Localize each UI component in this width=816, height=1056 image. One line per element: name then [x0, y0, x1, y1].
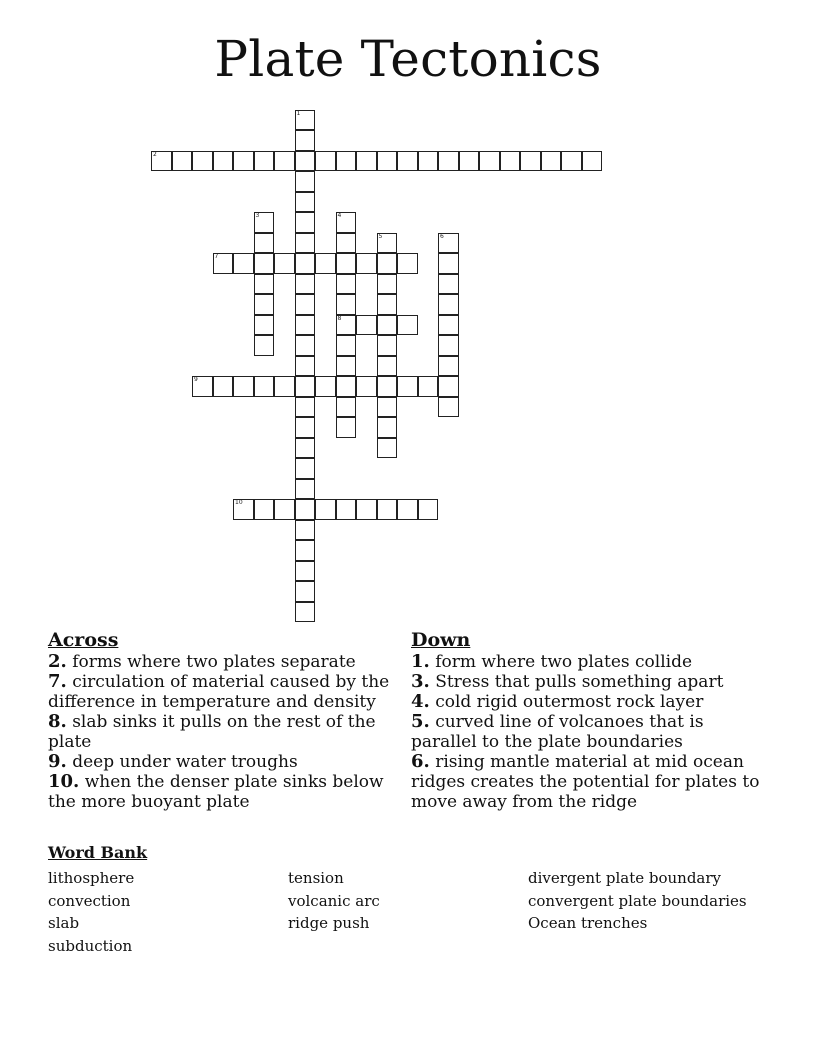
grid-cell[interactable] [295, 438, 316, 459]
grid-cell[interactable] [315, 376, 336, 397]
grid-cell[interactable] [295, 376, 316, 397]
grid-cell[interactable] [213, 376, 234, 397]
word-bank-entry: subduction [48, 936, 133, 955]
clue-label: 2. [48, 651, 67, 672]
across-clue [48, 712, 410, 752]
grid-cell[interactable] [418, 499, 439, 520]
grid-cell[interactable] [233, 499, 254, 520]
down-heading: Down [411, 629, 471, 651]
clue-text: slab sinks it pulls on the rest of the plate [48, 712, 376, 752]
grid-cell[interactable] [397, 315, 418, 336]
grid-cell[interactable] [254, 335, 275, 356]
grid-cell[interactable] [438, 151, 459, 172]
clue-number: 8 [337, 314, 342, 322]
clue-number: 10 [235, 499, 243, 506]
grid-cell[interactable] [377, 397, 398, 418]
grid-cell[interactable] [192, 151, 213, 172]
grid-cell[interactable] [254, 499, 275, 520]
word-bank-entry: convergent plate boundaries [528, 891, 747, 910]
grid-cell[interactable] [295, 479, 316, 500]
grid-cell[interactable] [295, 212, 316, 233]
grid-cell[interactable] [295, 540, 316, 561]
grid-cell[interactable] [438, 315, 459, 336]
grid-cell[interactable] [336, 212, 357, 233]
clue-number: 6 [440, 232, 444, 240]
word-bank-column-2 [288, 867, 380, 935]
grid-cell[interactable] [377, 499, 398, 520]
clue-text: rising mantle material at mid ocean ridges creates the potential for plates to move away from the ridge [411, 752, 760, 812]
grid-cell[interactable] [377, 315, 398, 336]
across-clue [48, 752, 410, 772]
grid-cell[interactable] [254, 253, 275, 274]
grid-cell[interactable] [336, 274, 357, 295]
grid-cell[interactable] [336, 253, 357, 274]
across-clue [48, 652, 410, 672]
word-bank-entry: convection [48, 891, 131, 910]
clue-label: 9. [48, 751, 67, 772]
clue-text: when the denser plate sinks below the more buoyant plate [48, 772, 384, 812]
grid-cell[interactable] [356, 376, 377, 397]
clue-number: 7 [214, 253, 219, 260]
grid-cell[interactable] [377, 417, 398, 438]
clue-number: 3 [255, 212, 260, 219]
clue-label: 7. [48, 671, 67, 692]
clue-text: forms where two plates separate [66, 652, 356, 672]
grid-cell[interactable] [418, 376, 439, 397]
grid-cell[interactable] [254, 233, 275, 254]
grid-cell[interactable] [336, 233, 357, 254]
grid-cell[interactable] [254, 294, 275, 315]
grid-cell[interactable] [336, 315, 357, 336]
grid-cell[interactable] [295, 315, 316, 336]
grid-cell[interactable] [479, 151, 500, 172]
grid-cell[interactable] [356, 253, 377, 274]
clue-text: deep under water troughs [66, 752, 298, 772]
clue-text: form where two plates collide [429, 652, 693, 672]
grid-cell[interactable] [561, 151, 582, 172]
grid-cell[interactable] [295, 417, 316, 438]
grid-cell[interactable] [377, 356, 398, 377]
grid-cell[interactable] [438, 356, 459, 377]
grid-cell[interactable] [295, 602, 316, 623]
word-bank-entry: divergent plate boundary [528, 869, 722, 887]
word-bank-column-3 [528, 867, 747, 935]
grid-cell[interactable] [520, 151, 541, 172]
grid-cell[interactable] [438, 233, 459, 254]
word-bank-entry: tension [288, 869, 344, 887]
across-heading: Across [48, 629, 119, 651]
clue-label: 10. [48, 771, 80, 792]
grid-cell[interactable] [459, 151, 480, 172]
grid-cell[interactable] [315, 499, 336, 520]
grid-cell[interactable] [295, 458, 316, 479]
across-clue [48, 672, 410, 712]
grid-cell[interactable] [336, 397, 357, 418]
grid-cell[interactable] [582, 151, 603, 172]
word-bank-heading: Word Bank [48, 843, 148, 862]
grid-cell[interactable] [377, 233, 398, 254]
word-bank-entry: volcanic arc [288, 891, 380, 910]
grid-cell[interactable] [295, 192, 316, 213]
grid-cell[interactable] [213, 253, 234, 274]
clue-text: curved line of volcanoes that is parallel to the plate boundaries [411, 712, 704, 752]
grid-cell[interactable] [254, 212, 275, 233]
grid-cell[interactable] [397, 253, 418, 274]
word-bank-entry: lithosphere [48, 869, 135, 887]
down-clues [411, 628, 771, 812]
clue-label: 8. [48, 711, 67, 732]
clue-label: 6. [411, 751, 430, 772]
clue-text: cold rigid outermost rock layer [429, 692, 704, 712]
grid-cell[interactable] [336, 376, 357, 397]
grid-cell[interactable] [295, 356, 316, 377]
grid-cell[interactable] [356, 315, 377, 336]
grid-cell[interactable] [377, 253, 398, 274]
grid-cell[interactable] [541, 151, 562, 172]
grid-cell[interactable] [438, 294, 459, 315]
grid-cell[interactable] [336, 294, 357, 315]
clue-label: 4. [411, 691, 430, 712]
grid-cell[interactable] [438, 397, 459, 418]
grid-cell[interactable] [377, 335, 398, 356]
across-clues [48, 628, 410, 812]
down-clue [411, 712, 771, 752]
grid-cell[interactable] [295, 520, 316, 541]
grid-cell[interactable] [397, 151, 418, 172]
down-clue [411, 672, 771, 692]
grid-cell[interactable] [397, 499, 418, 520]
grid-cell[interactable] [377, 151, 398, 172]
clue-number: 1 [296, 109, 301, 117]
grid-cell[interactable] [418, 151, 439, 172]
grid-cell[interactable] [336, 335, 357, 356]
grid-cell[interactable] [172, 151, 193, 172]
grid-cell[interactable] [295, 253, 316, 274]
grid-cell[interactable] [151, 151, 172, 172]
grid-cell[interactable] [274, 253, 295, 274]
clue-number: 2 [153, 150, 157, 158]
grid-cell[interactable] [295, 110, 316, 131]
grid-cell[interactable] [295, 130, 316, 151]
grid-cell[interactable] [336, 417, 357, 438]
grid-cell[interactable] [377, 438, 398, 459]
grid-cell[interactable] [192, 376, 213, 397]
grid-cell[interactable] [438, 253, 459, 274]
grid-cell[interactable] [254, 315, 275, 336]
grid-cell[interactable] [295, 233, 316, 254]
grid-cell[interactable] [254, 376, 275, 397]
grid-cell[interactable] [233, 151, 254, 172]
grid-cell[interactable] [336, 356, 357, 377]
grid-cell[interactable] [233, 253, 254, 274]
grid-cell[interactable] [315, 253, 336, 274]
grid-cell[interactable] [274, 376, 295, 397]
down-clue [411, 652, 771, 672]
grid-cell[interactable] [438, 274, 459, 295]
word-bank-column-1 [48, 867, 134, 957]
grid-cell[interactable] [295, 274, 316, 295]
grid-cell[interactable] [356, 499, 377, 520]
grid-cell[interactable] [356, 151, 377, 172]
grid-cell[interactable] [254, 151, 275, 172]
grid-cell[interactable] [438, 335, 459, 356]
grid-cell[interactable] [336, 499, 357, 520]
grid-cell[interactable] [377, 294, 398, 315]
grid-cell[interactable] [295, 335, 316, 356]
grid-cell[interactable] [377, 376, 398, 397]
clue-number: 9 [194, 376, 198, 383]
grid-cell[interactable] [377, 274, 398, 295]
clue-number: 5 [378, 232, 383, 240]
grid-cell[interactable] [274, 151, 295, 172]
grid-cell[interactable] [295, 151, 316, 172]
grid-cell[interactable] [336, 151, 357, 172]
across-clue [48, 772, 410, 812]
clue-label: 3. [411, 671, 430, 692]
grid-cell[interactable] [315, 151, 336, 172]
grid-cell[interactable] [500, 151, 521, 172]
grid-cell[interactable] [295, 561, 316, 582]
down-clue [411, 692, 771, 712]
grid-cell[interactable] [274, 499, 295, 520]
page-title: Plate Tectonics [214, 30, 602, 88]
word-bank-entry: ridge push [288, 914, 370, 932]
grid-cell[interactable] [233, 376, 254, 397]
down-clue-list [411, 652, 771, 812]
down-clue [411, 752, 771, 812]
clue-text: circulation of material caused by the difference in temperature and density [48, 672, 390, 712]
grid-cell[interactable] [295, 294, 316, 315]
grid-cell[interactable] [295, 499, 316, 520]
grid-cell[interactable] [295, 581, 316, 602]
clue-text: Stress that pulls something apart [429, 672, 724, 692]
grid-cell[interactable] [254, 274, 275, 295]
across-clue-list [48, 652, 410, 812]
word-bank-entry: slab [48, 914, 80, 932]
grid-cell[interactable] [438, 376, 459, 397]
grid-cell[interactable] [397, 376, 418, 397]
grid-cell[interactable] [295, 171, 316, 192]
grid-cell[interactable] [295, 397, 316, 418]
word-bank-entry: Ocean trenches [528, 914, 648, 932]
clue-label: 5. [411, 711, 430, 732]
grid-cell[interactable] [213, 151, 234, 172]
clue-number: 4 [337, 212, 342, 219]
clue-label: 1. [411, 651, 430, 672]
